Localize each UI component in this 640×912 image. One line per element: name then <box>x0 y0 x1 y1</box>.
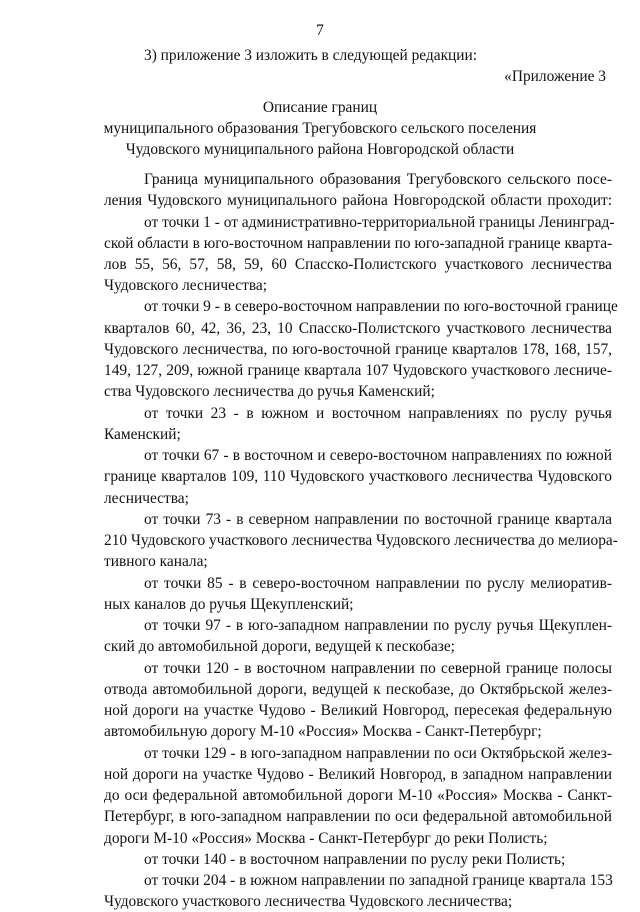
text-line: 149, 127, 209, южной границе квартала 107 Чудовского участкового лесниче- <box>104 362 612 379</box>
text-line: Петербург, в юго-западном направлении по оси федеральной автомобильной <box>104 808 612 825</box>
text-line: лесничества; <box>104 490 189 507</box>
heading-line: Описание границ <box>262 99 378 116</box>
intro-line: 3) приложение 3 изложить в следующей редакции: <box>144 47 478 64</box>
text-line: ления Чудовского муниципального района Новгородской области проходит: <box>104 192 612 209</box>
text-line: ной дороги на участке Чудово - Великий Новгород, в западном направлении <box>104 766 612 783</box>
text-line: ной дороги на участке Чудово - Великий Новгород, пересекая федеральную <box>104 702 612 719</box>
text-line: отвода автомобильной дороги, ведущей к пескобазе, до Октябрьской желез- <box>104 681 612 698</box>
text-line: от точки 85 - в северо-восточном направлении по руслу мелиоратив- <box>144 575 612 592</box>
text-line: от точки 67 - в восточном и северо-восточном направлениях по южной <box>144 447 612 464</box>
page-number: 7 <box>316 22 324 39</box>
text-line: от точки 120 - в восточном направлении по северной границе полосы <box>144 660 612 677</box>
text-line: тивного канала; <box>104 553 208 570</box>
text-line: от точки 1 - от административно-территориальной границы Ленинград- <box>144 214 615 231</box>
text-line: Чудовского лесничества; <box>104 277 268 294</box>
text-line: автомобильную дорогу М-10 «Россия» Москва - Санкт-Петербург; <box>104 723 542 740</box>
text-line: ства Чудовского лесничества до ручья Каменский; <box>104 383 435 400</box>
heading-line: Чудовского муниципального района Новгородской области <box>125 141 515 158</box>
text-line: Граница муниципального образования Трегубовского сельского посе- <box>144 171 612 188</box>
text-line: ных каналов до ручья Щекупленский; <box>104 596 354 613</box>
heading-line: муниципального образования Трегубовского сельского поселения <box>103 120 537 137</box>
text-line: от точки 129 - в юго-западном направлении по оси Октябрьской желез- <box>144 745 612 762</box>
text-line: от точки 97 - в юго-западном направлении по руслу ручья Щекуплен- <box>144 617 612 634</box>
text-line: от точки 23 - в южном и восточном направлениях по руслу ручья <box>144 405 612 422</box>
text-line: от точки 204 - в южном направлении по западной границе квартала 153 <box>144 872 613 889</box>
text-line: дороги М-10 «Россия» Москва - Санкт-Петербург до реки Полисть; <box>104 830 548 847</box>
text-line: Чудовского лесничества, по юго-восточной границе кварталов 178, 168, 157, <box>104 341 612 358</box>
text-line: ский до автомобильной дороги, ведущей к пескобазе; <box>104 638 455 655</box>
appendix-label: «Приложение 3 <box>504 68 606 85</box>
text-line: 210 Чудовского участкового лесничества Чудовского лесничества до мелиора- <box>104 532 618 549</box>
text-line: кварталов 60, 42, 36, 23, 10 Спасско-Полистского участкового лесничества <box>104 320 612 337</box>
text-line: ской области в юго-восточном направлении по юго-западной границе кварта- <box>104 235 613 252</box>
text-line: Чудовского участкового лесничества Чудовского лесничества; <box>104 893 513 910</box>
text-line: лов 55, 56, 57, 58, 59, 60 Спасско-Полистского участкового лесничества <box>104 256 612 273</box>
text-line: от точки 9 - в северо-восточном направлении по юго-восточной границе <box>144 298 618 315</box>
text-line: границе кварталов 109, 110 Чудовского участкового лесничества Чудовского <box>104 468 612 485</box>
text-line: до оси федеральной автомобильной дороги М-10 «Россия» Москва - Санкт- <box>104 787 612 804</box>
text-line: Каменский; <box>104 426 181 443</box>
text-line: от точки 73 - в северном направлении по восточной границе квартала <box>144 511 612 528</box>
text-line: от точки 140 - в восточном направлении по руслу реки Полисть; <box>144 851 566 868</box>
